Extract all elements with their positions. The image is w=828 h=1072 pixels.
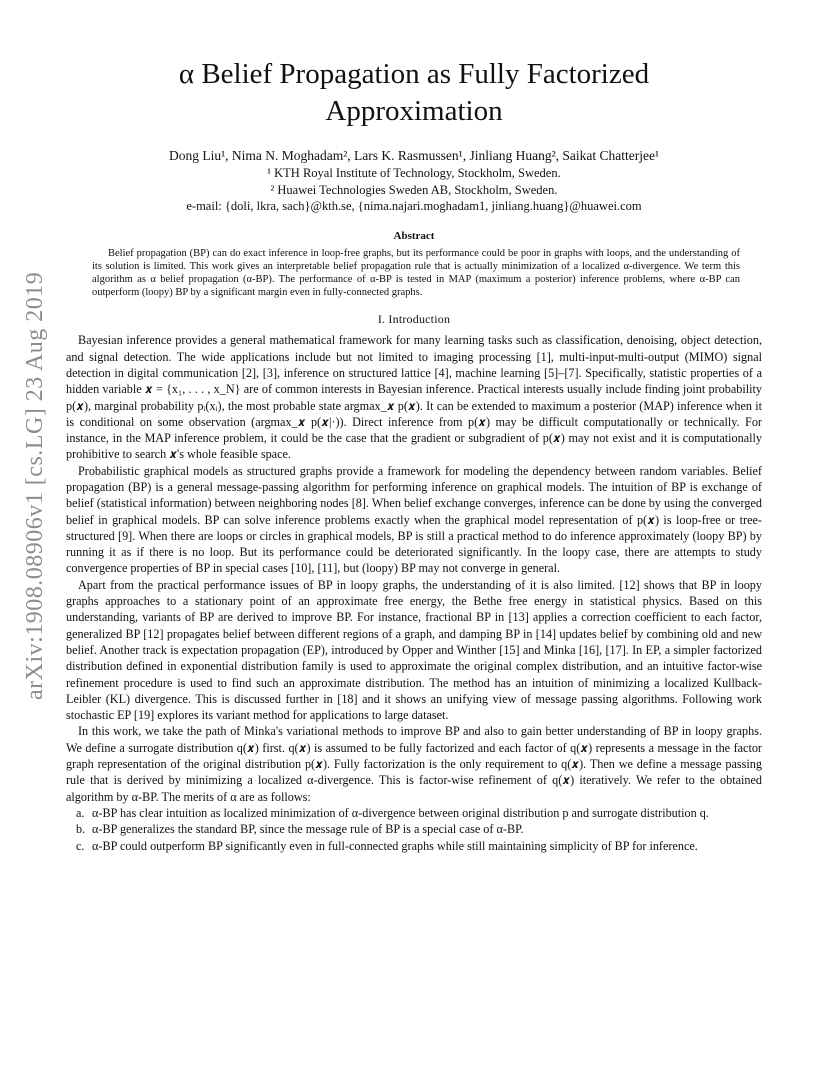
merits-list <box>66 805 762 854</box>
list-item <box>66 838 762 854</box>
affiliation-huawei: ² Huawei Technologies Sweden AB, Stockholm, Sweden. <box>270 182 558 197</box>
list-item-text: α-BP has clear intuition as localized minimization of α-divergence between original distribution p and surrogate distribution q. <box>92 805 709 820</box>
list-marker: c. <box>76 838 85 853</box>
paper-title: α Belief Propagation as Fully Factorized Approximation <box>178 58 650 127</box>
affiliation-kth: ¹ KTH Royal Institute of Technology, Stockholm, Sweden. <box>267 166 561 180</box>
list-item <box>66 821 762 837</box>
paragraph: Bayesian inference provides a general mathematical framework for many learning tasks such as classification, denoising, object detection, and signal detection. The wide applications include but not limited to imaging processing [1], multi-input-multi-output (MIMO) signal detection in digital communication [2], [3], inference on structured lattice [4], machine learning [5]–[7]. Specifically, statistic properties of a hidden variable 𝒙 = {x₁, . . . , x_N} are of common interests in Bayesian inference. Practical interests usually include finding joint probability p(𝒙), marginal probability pᵢ(xᵢ), the most probable state argmax_𝒙 p(𝒙). It can be extended to maximum a posterior (MAP) inference when it is conditional on some observation (argmax_𝒙 p(𝒙|·)). Direct inference from p(𝒙) may be difficult computationally or technically. For instance, in the MAP inference problem, it could be the case that the gradient or subgradient of p(𝒙) may not exist and it is computationally prohibitive to search 𝒙's whole feasible space. <box>66 333 762 462</box>
introduction-body <box>66 332 762 854</box>
contact-email: e-mail: {doli, lkra, sach}@kth.se, {nima.najari.moghadam1, jinliang.huang}@huawei.com <box>186 199 642 213</box>
section-heading-introduction: I. Introduction <box>377 312 451 327</box>
abstract-heading: Abstract <box>393 229 435 242</box>
list-marker: a. <box>76 805 85 820</box>
list-item-text: α-BP could outperform BP significantly even in full-connected graphs while still maintaining simplicity of BP for inference. <box>92 838 698 853</box>
list-marker: b. <box>76 822 86 837</box>
abstract-text: Belief propagation (BP) can do exact inference in loop-free graphs, but its performance could be poor in graphs with loops, and the understanding of its solution is limited. This work gives an interpretable belief propagation rule that is actually minimization of a localized α-divergence. We term this algorithm as α belief propagation (α-BP). The performance of α-BP is tested in MAP (maximum a posterior) inference problems, where α-BP can outperform (loopy) BP by a significant margin even in fully-connected graphs. <box>92 247 740 299</box>
list-item <box>66 805 762 821</box>
author-list: Dong Liu¹, Nima N. Moghadam², Lars K. Rasmussen¹, Jinliang Huang², Saikat Chatterjee¹ <box>168 148 660 163</box>
paper-page <box>66 56 762 854</box>
paragraph: Apart from the practical performance issues of BP in loopy graphs, the understanding of it is also limited. [12] shows that BP in loopy graphs approaches to a stationary point of an approximate free energy, the Bethe free energy in statistical physics. Based on this understanding, variants of BP are derived to improve BP. For instance, fractional BP in [13] applies a correction coefficient to each factor, generalized BP [12] propagates belief between different regions of a graph, and damping BP in [14] updates belief by combining old and new belief. Another track is expectation propagation (EP), introduced by Opper and Winther [15] and Minka [16], [17]. In EP, a simpler factorized distribution defined in exponential distribution family is used to approximate the original complex distribution, and an intuitive factor-wise refinement procedure is used to find such an approximate distribution. The method has an intuition of minimizing a localized Kullback-Leibler (KL) divergence. This is discussed further in [18] and it shows an unifying view of message passing algorithms. Following work stochastic EP [19] explores its variant method for applications to large dataset. <box>66 577 762 723</box>
paragraph: Probabilistic graphical models as structured graphs provide a framework for modeling the dependency between random variables. Belief propagation (BP) is a general message-passing algorithm for performing inference on graphical models. The intuition of BP is exchange of belief (statistical information) between neighboring nodes [8]. When belief exchange converges, inference can be done by using the converged belief in graphical models. BP can solve inference problems exactly when the graphical model representation of p(𝒙) is loop-free or tree-structured [9]. When there are loops or circles in graphical models, BP is still a practical method to do inference approximately (loopy BP) by running it as if there is no loop. But its performance could be deteriorated significantly. In the loopy case, there are attempts to study convergence properties of BP in special cases [10], [11], but (loopy) BP may not converge in general. <box>66 463 762 576</box>
list-item-text: α-BP generalizes the standard BP, since the message rule of BP is a special case of α-BP. <box>92 822 524 837</box>
paragraph: In this work, we take the path of Minka's variational methods to improve BP and also to gain better understanding of BP in loopy graphs. We define a surrogate distribution q(𝒙) first. q(𝒙) is assumed to be fully factorized and each factor of q(𝒙) represents a message in the factor graph representation of the original distribution p(𝒙). Fully factorization is the only requirement to q(𝒙). Then we define a message passing rule that is derived by minimizing a localized α-divergence. This is factor-wise refinement of q(𝒙) iteratively. We refer to the obtained algorithm by α-BP. The merits of α are as follows: <box>66 724 762 804</box>
arxiv-identifier[interactable]: arXiv:1908.08906v1 [cs.LG] 23 Aug 2019 <box>22 271 48 700</box>
